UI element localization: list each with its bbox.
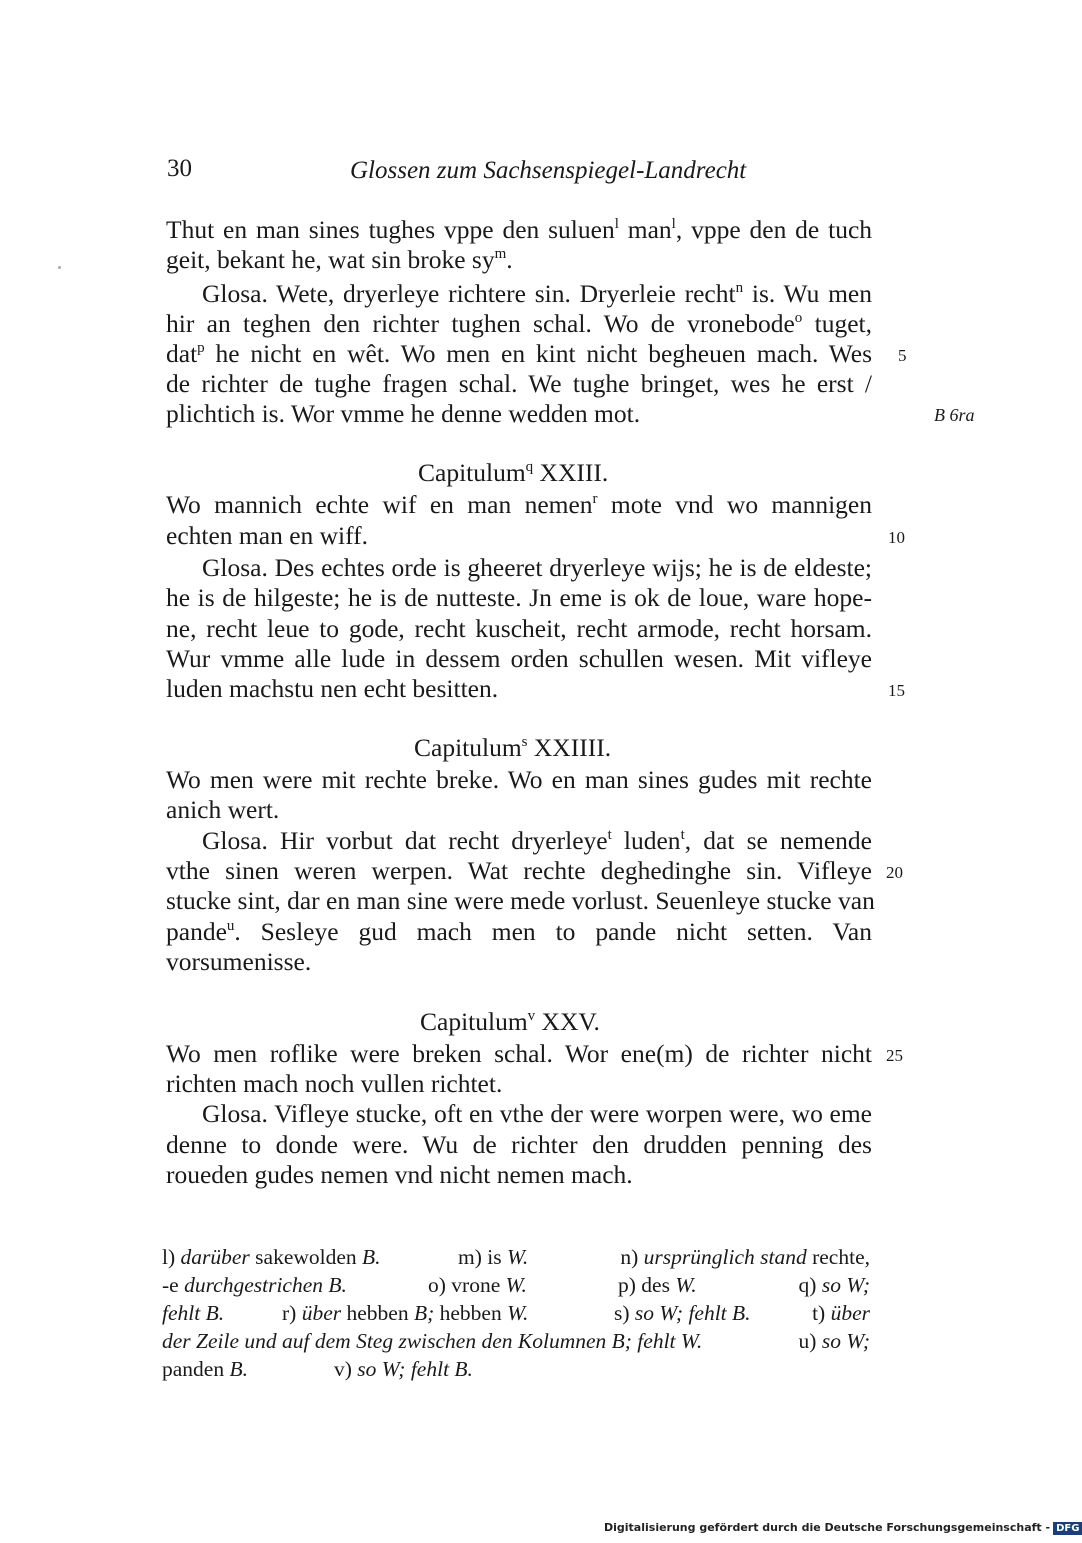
- text-line: he is de hilgeste; he is de nutteste. Jn eme is ok de loue, ware hope-: [166, 583, 872, 612]
- margin-note: B 6ra: [934, 405, 975, 425]
- text-line: plichtich is. Wor vmme he denne wedden mot.: [166, 399, 641, 428]
- text-line: Glosa. Wete, dryerleye richtere sin. Dryerleie recht$^n$ is. Wu men: [202, 279, 872, 308]
- text-line: richten mach noch vullen richtet.: [166, 1069, 503, 1098]
- footnote-row: [162, 1244, 870, 1271]
- text-line: Glosa. Des echtes orde is gheeret dryerleye wijs; he is de eldeste;: [202, 553, 872, 582]
- line-number: 25: [886, 1046, 903, 1065]
- text-line: geit, bekant he, wat sin broke $sy^m$.: [166, 245, 513, 274]
- text-line: hir an teghen den richter tughen schal. Wo de vronebode$^o$ tuget,: [166, 309, 872, 338]
- text-line: dat$^p$ he nicht en wêt. Wo men en kint nicht begheuen mach. Wes: [166, 339, 872, 368]
- text-line: Thut en man sines tughes vppe den suluen$^l$ man$^l$, vppe den de tuch: [166, 215, 873, 244]
- text-line: Glosa. Hir vorbut dat recht dryerleye$^t$ luden$^t$, dat se nemende: [202, 826, 872, 855]
- text-line: pande$^u$. Sesleye gud mach men to pande nicht setten. Van: [166, 917, 872, 946]
- text-line: roueden gudes nemen vnd nicht nemen mach.: [166, 1160, 633, 1189]
- footnote-row: [162, 1272, 870, 1299]
- chapter-heading: Capitulum$^s$ XXIIII.: [414, 733, 612, 762]
- text-line: stucke sint, dar en man sine were mede vorlust. Seuenleye stucke van: [166, 886, 875, 915]
- footnote-t: t) über: [812, 1301, 870, 1325]
- footnote-row: [162, 1300, 870, 1327]
- chapter-heading: Capitulum$^v$ XXV.: [420, 1007, 600, 1036]
- dfg-logo-icon: DFG: [1053, 1522, 1082, 1535]
- running-title: Glossen zum Sachsenspiegel-Landrecht: [350, 157, 747, 184]
- footnote-p: p) des W.: [618, 1273, 697, 1297]
- footnote-q-cont: fehlt B.: [162, 1301, 225, 1325]
- scan-speck: [58, 266, 61, 269]
- line-number: 20: [886, 863, 903, 882]
- digitization-footer: Digitalisierung gefördert durch die Deutsche Forschungsgemeinschaft - DFG: [604, 1521, 1082, 1535]
- text-line: de richter de tughe fragen schal. We tughe bringet, wes he erst /: [166, 369, 872, 398]
- line-number: 15: [888, 681, 905, 700]
- text-line: luden machstu nen echt besitten.: [166, 674, 499, 703]
- page-number: 30: [167, 155, 192, 182]
- footnote-n: n) ursprünglich stand rechte,: [620, 1245, 870, 1269]
- footnote-o: o) vrone W.: [428, 1273, 527, 1297]
- line-number: 10: [888, 528, 905, 547]
- footnote-t-cont: der Zeile und auf dem Steg zwischen den Kolumnen B; fehlt W.: [162, 1329, 703, 1353]
- text-line: Wo mannich echte wif en man nemen$^r$ mote vnd wo mannigen: [166, 490, 872, 519]
- footnote-m: m) is W.: [458, 1245, 529, 1269]
- chapter-heading: Capitulum$^q$ XXIII.: [418, 458, 609, 487]
- text-line: denne to donde were. Wu de richter den drudden penning des: [166, 1130, 872, 1159]
- text-line: vthe sinen weren werpen. Wat rechte deghedinghe sin. Vifleye: [166, 856, 872, 885]
- text-line: ne, recht leue to gode, recht kuscheit, recht armode, recht horsam.: [166, 614, 872, 643]
- text-line: vorsumenisse.: [166, 947, 312, 976]
- text-line: Wur vmme alle lude in dessem orden schullen wesen. Mit vifleye: [166, 644, 872, 673]
- text-line: anich wert.: [166, 795, 280, 824]
- text-line: Wo men roflike were breken schal. Wor ene(m) de richter nicht: [166, 1039, 872, 1068]
- footnote-row: [162, 1356, 870, 1383]
- footnote-v: v) so W; fehlt B.: [334, 1357, 473, 1381]
- footnote-r: r) über hebben B; hebben W.: [282, 1301, 529, 1325]
- footnote-row: [162, 1328, 870, 1355]
- footnote-l: l) darüber sakewolden B.: [162, 1245, 381, 1269]
- text-line: Glosa. Vifleye stucke, oft en vthe der were worpen were, wo eme: [202, 1099, 872, 1128]
- footnote-u: u) so W;: [798, 1329, 870, 1353]
- text-line: Wo men were mit rechte breke. Wo en man sines gudes mit rechte: [166, 765, 872, 794]
- footnote-q: q) so W;: [798, 1273, 870, 1297]
- footnote-n-cont: -e durchgestrichen B.: [162, 1273, 347, 1297]
- text-line: echten man en wiff.: [166, 521, 369, 550]
- footnote-u-cont: panden B.: [162, 1357, 248, 1381]
- footnote-s: s) so W; fehlt B.: [614, 1301, 751, 1325]
- line-number: 5: [898, 346, 907, 365]
